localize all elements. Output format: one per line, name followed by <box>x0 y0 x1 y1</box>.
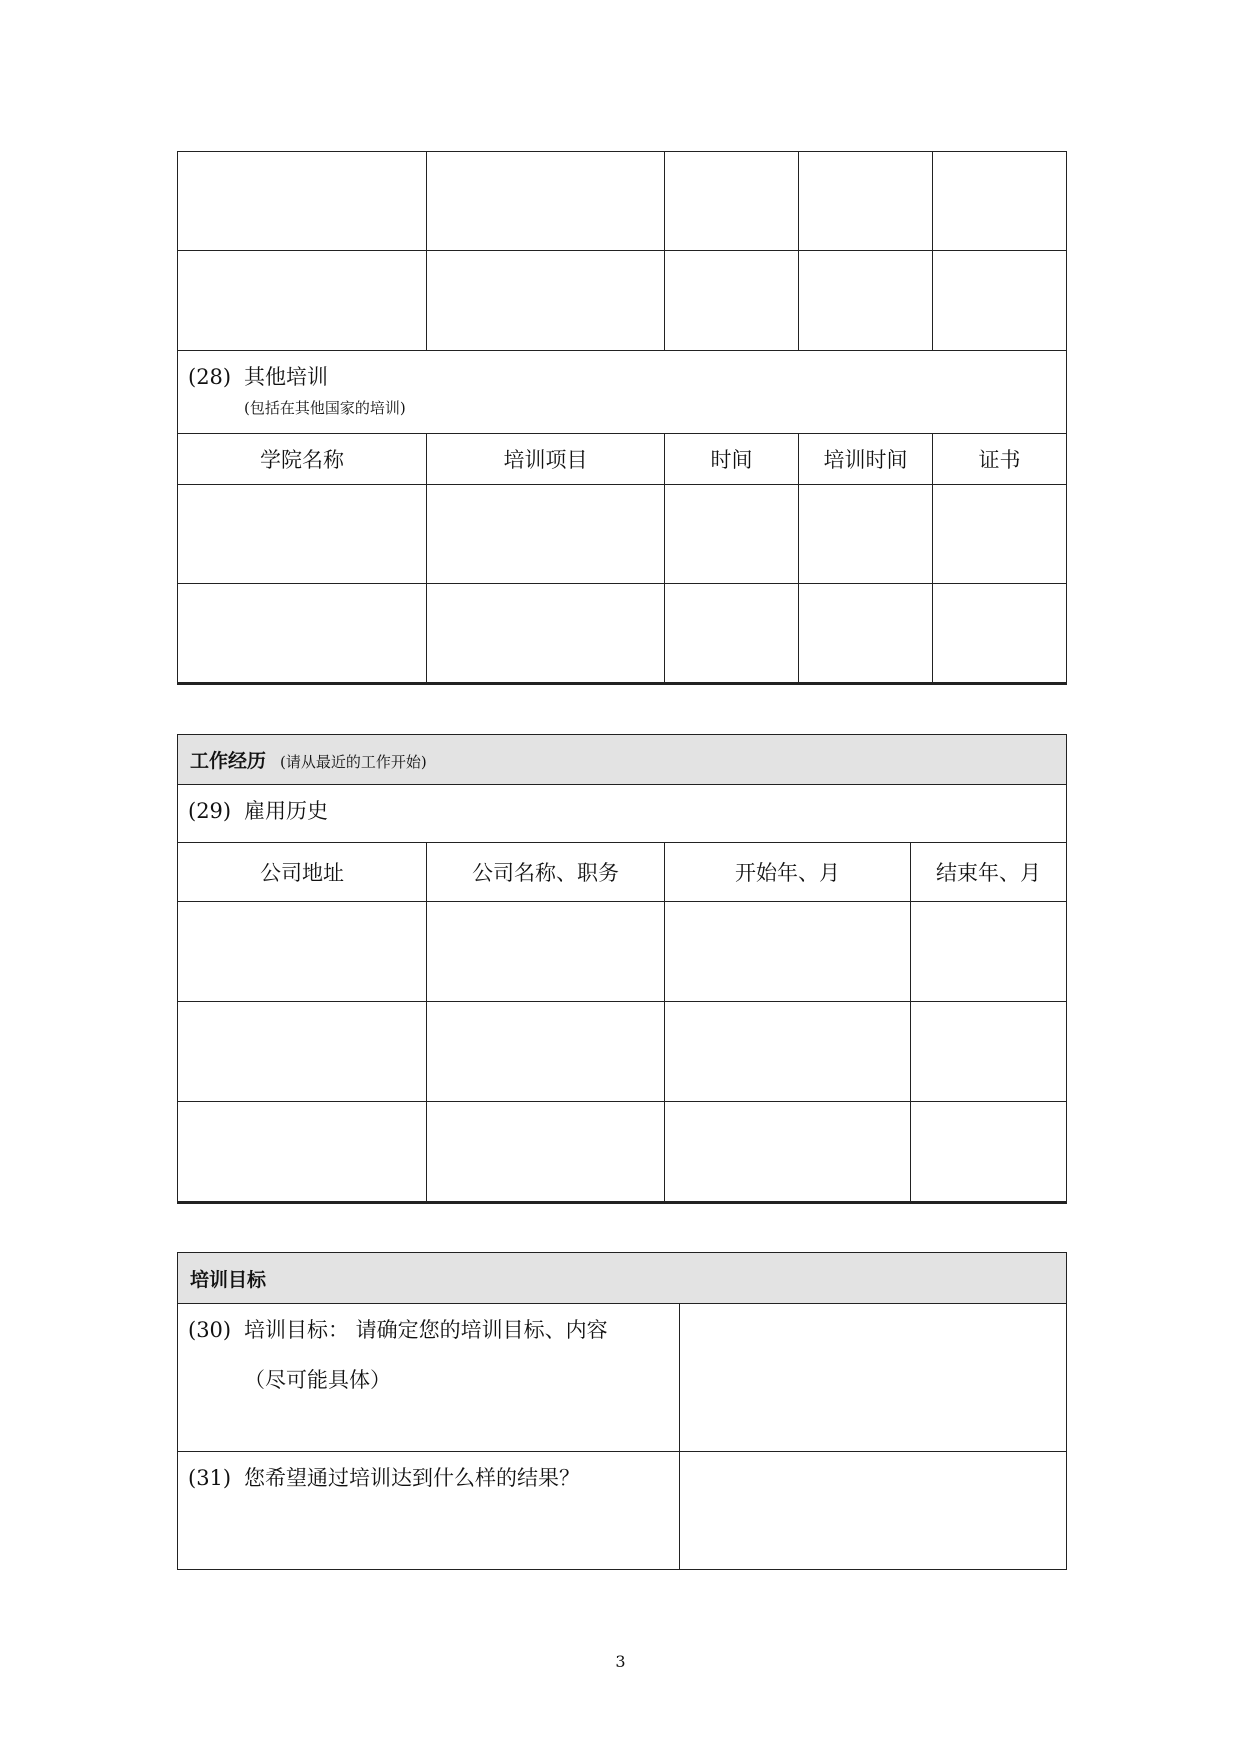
employment-label-row <box>178 785 1067 843</box>
column-header: 学院名称 <box>178 434 427 485</box>
column-header: 公司地址 <box>178 843 427 902</box>
column-header: 时间 <box>665 434 799 485</box>
table-row <box>178 152 1067 251</box>
table-cell[interactable] <box>799 152 933 251</box>
question-31-row <box>178 1452 1067 1570</box>
question-note: (包括在其他国家的培训) <box>244 399 406 417</box>
table-cell[interactable] <box>427 152 665 251</box>
question-label: 其他培训 <box>244 365 328 389</box>
answer-cell[interactable] <box>680 1304 1067 1452</box>
table-cell[interactable] <box>665 485 799 584</box>
question-label: 雇用历史 <box>244 799 328 823</box>
header-row <box>178 434 1067 485</box>
training-table <box>177 151 1067 685</box>
table-cell[interactable] <box>427 584 665 684</box>
table-cell[interactable] <box>178 1002 427 1102</box>
table-cell[interactable] <box>665 1002 911 1102</box>
table-cell[interactable] <box>427 1102 665 1203</box>
table-cell[interactable] <box>933 584 1067 684</box>
table-row <box>178 902 1067 1002</box>
table-cell[interactable] <box>178 584 427 684</box>
training-goals-table <box>177 1252 1067 1570</box>
column-header: 培训时间 <box>799 434 933 485</box>
table-row <box>178 251 1067 351</box>
other-training-label-row <box>178 351 1067 434</box>
column-header: 培训项目 <box>427 434 665 485</box>
column-header: 结束年、月 <box>911 843 1067 902</box>
section-title: 工作经历 <box>190 750 267 772</box>
column-header: 证书 <box>933 434 1067 485</box>
column-header: 公司名称、职务 <box>427 843 665 902</box>
table-cell[interactable] <box>178 1102 427 1203</box>
answer-cell[interactable] <box>680 1452 1067 1570</box>
table-cell[interactable] <box>665 152 799 251</box>
table-cell[interactable] <box>933 251 1067 351</box>
table-cell[interactable] <box>427 485 665 584</box>
table-row <box>178 584 1067 684</box>
table-cell[interactable] <box>799 584 933 684</box>
table-cell[interactable] <box>933 485 1067 584</box>
question-note: （尽可能具体） <box>244 1368 391 1392</box>
question-30-row <box>178 1304 1067 1452</box>
table-cell[interactable] <box>665 251 799 351</box>
table-cell[interactable] <box>933 152 1067 251</box>
table-cell[interactable] <box>427 251 665 351</box>
table-row <box>178 485 1067 584</box>
table-cell[interactable] <box>178 251 427 351</box>
table-cell[interactable] <box>178 485 427 584</box>
column-header: 开始年、月 <box>665 843 911 902</box>
section-title: 培训目标 <box>190 1268 267 1291</box>
page-number: 3 <box>615 1652 626 1671</box>
table-cell[interactable] <box>799 251 933 351</box>
question-number: (29) <box>188 799 232 823</box>
section-title-row <box>178 1253 1067 1304</box>
question-number: (31) <box>188 1466 232 1490</box>
table-cell[interactable] <box>911 1102 1067 1203</box>
table-cell[interactable] <box>665 902 911 1002</box>
table-cell[interactable] <box>178 902 427 1002</box>
section-title-row <box>178 735 1067 785</box>
question-label: 培训目标： 请确定您的培训目标、内容 <box>244 1318 608 1342</box>
table-cell[interactable] <box>427 902 665 1002</box>
table-cell[interactable] <box>427 1002 665 1102</box>
table-row <box>178 1002 1067 1102</box>
table-row <box>178 1102 1067 1203</box>
table-cell[interactable] <box>178 152 427 251</box>
header-row <box>178 843 1067 902</box>
question-label: 您希望通过培训达到什么样的结果？ <box>244 1466 580 1490</box>
table-cell[interactable] <box>799 485 933 584</box>
work-history-table <box>177 734 1067 1204</box>
table-cell[interactable] <box>911 1002 1067 1102</box>
table-cell[interactable] <box>911 902 1067 1002</box>
question-number: (30) <box>188 1318 232 1342</box>
question-number: (28) <box>188 365 232 389</box>
section-note: (请从最近的工作开始) <box>280 753 427 771</box>
table-cell[interactable] <box>665 1102 911 1203</box>
table-cell[interactable] <box>665 584 799 684</box>
